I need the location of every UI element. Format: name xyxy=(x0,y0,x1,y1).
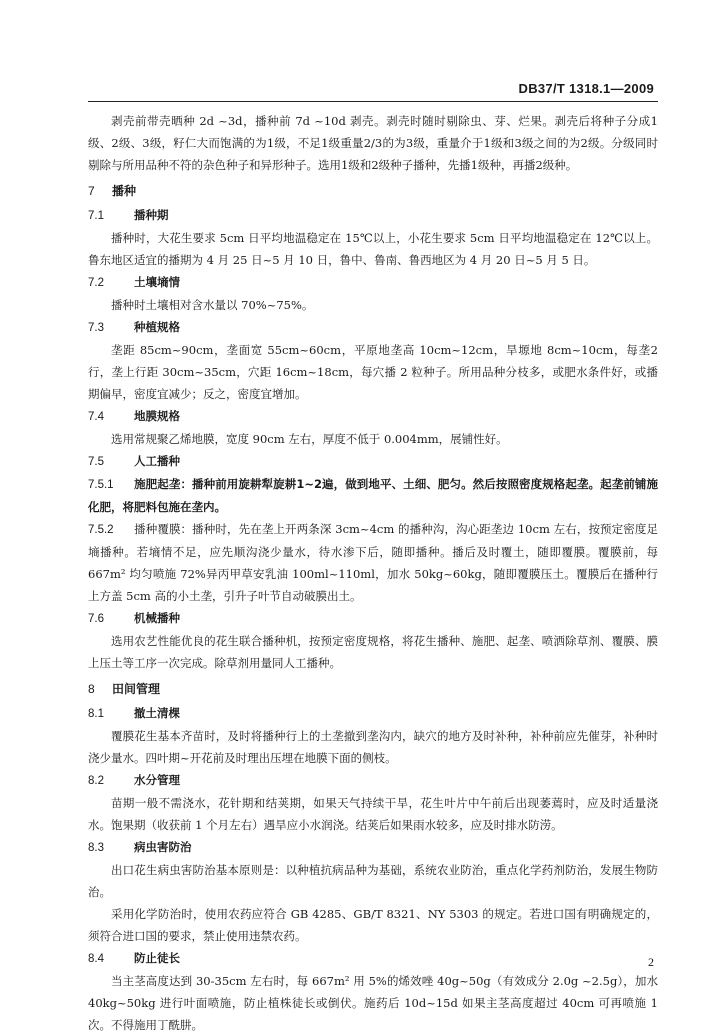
section-7-heading xyxy=(88,180,658,202)
mulch-film-paragraph: 选用常规聚乙烯地膜，宽度 90cm 左右，厚度不低于 0.004mm，展铺性好。 xyxy=(111,432,508,446)
section-number: 8.2 xyxy=(88,775,104,787)
section-title: 防止徒长 xyxy=(134,951,180,965)
clause-7-5-1 xyxy=(88,473,658,518)
clause-lead: 播种覆膜： xyxy=(134,522,193,536)
clearing-paragraph: 覆膜花生基本齐苗时，及时将播种行上的土垄撤到垄沟内，缺穴的地方及时补种，补种前应先催芽，补种时浇少量水。四叶期~开花前及时理出压埋在地膜下面的侧枝。 xyxy=(88,729,658,765)
section-8-4-heading xyxy=(88,947,658,970)
section-number: 8.1 xyxy=(88,708,104,720)
header-rule xyxy=(88,101,658,102)
section-7-4-heading xyxy=(88,405,658,428)
section-8-heading xyxy=(88,678,658,700)
section-7-2-heading xyxy=(88,271,658,294)
section-number: 7.4 xyxy=(88,411,104,423)
clause-number: 7.5.1 xyxy=(88,479,114,491)
seed-grading-paragraph: 剥壳前带壳晒种 2d ~3d，播种前 7d ~10d 剥壳。剥壳时随时剔除虫、芽、烂果。剥壳后将种子分成1级、2级、3级，籽仁大而饱满的为1级，不足1级重量2/3的为3级，重量介于1级和3级之间的为2级。分级同时剔除与所用品种不符的杂色种子和异形种子。选用1级和2级种子播种，先播1级种，再播2级种。 xyxy=(88,114,658,172)
section-8-3-heading xyxy=(88,836,658,859)
section-number: 7 xyxy=(88,184,95,198)
section-number: 8.4 xyxy=(88,953,104,965)
section-title: 土壤墒情 xyxy=(134,275,180,289)
section-title: 水分管理 xyxy=(134,773,180,787)
section-title: 机械播种 xyxy=(134,611,180,625)
section-number: 7.6 xyxy=(88,613,104,625)
standard-code-header: DB37/T 1318.1—2009 xyxy=(518,81,654,96)
clause-number: 7.5.2 xyxy=(88,524,114,536)
clause-text: 播种前用旋耕犁旋耕1~2遍，做到地平、土细、肥匀。然后按照密度规格起垄。起垄前铺施化肥，将肥料包施在垄内。 xyxy=(88,477,658,514)
section-title: 播种 xyxy=(112,184,137,198)
planting-spec-paragraph: 垄距 85cm~90cm，垄面宽 55cm~60cm，平原地垄高 10cm~12cm，旱塬地 8cm~10cm，每垄2行，垄上行距 30cm~35cm，穴距 16cm~18cm，每穴播 2 粒种子。所用品种分枝多，或肥水条件好，或播期偏早，密度宜减少；反之，密度宜增加。 xyxy=(88,343,658,401)
section-7-3-heading xyxy=(88,316,658,339)
section-title: 田间管理 xyxy=(112,682,161,696)
section-title: 撤土清棵 xyxy=(134,706,180,720)
section-7-6-heading xyxy=(88,607,658,630)
soil-moisture-paragraph: 播种时土壤相对含水量以 70%~75%。 xyxy=(111,298,314,312)
machine-sowing-paragraph: 选用农艺性能优良的花生联合播种机，按预定密度规格，将花生播种、施肥、起垄、喷洒除草剂、覆膜、膜上压土等工序一次完成。除草剂用量同人工播种。 xyxy=(88,634,658,670)
section-number: 7.5 xyxy=(88,456,104,468)
water-management-paragraph: 苗期一般不需浇水，花针期和结荚期，如果天气持续干旱，花生叶片中午前后出现萎蔫时，应及时适量浇水。饱果期（收获前 1 个月左右）遇旱应小水润浇。结荚后如果雨水较多，应及时排水防涝。 xyxy=(88,796,658,832)
section-number: 7.2 xyxy=(88,277,104,289)
pest-control-paragraph-2: 采用化学防治时，使用农药应符合 GB 4285、GB/T 8321、NY 5303 的规定。若进口国有明确规定的，须符合进口国的要求，禁止使用违禁农药。 xyxy=(88,907,658,943)
clause-text: 播种时，先在垄上开两条深 3cm~4cm 的播种沟，沟心距垄边 10cm 左右，按预定密度足墒播种。若墒情不足，应先顺沟浇少量水，待水渗下后，随即播种。播后及时覆土，随即覆膜。覆膜前，每 667m² 均匀喷施 72%异丙甲草安乳油 100ml~110ml，加水 50kg~60kg，随即覆膜压土。覆膜后在播种行上方盖 5cm 高的小土垄，引升子叶节自动破膜出土。 xyxy=(88,522,659,603)
page-number: 2 xyxy=(648,955,654,969)
sowing-period-paragraph: 播种时，大花生要求 5cm 日平均地温稳定在 15℃以上，小花生要求 5cm 日平均地温稳定在 12℃以上。鲁东地区适宜的播期为 4 月 25 日~5 月 10 日，鲁中、鲁南、鲁西地区为 4 月 20 日~5 月 5 日。 xyxy=(88,231,658,267)
pest-control-paragraph-1: 出口花生病虫害防治基本原则是：以种植抗病品种为基础，系统农业防治，重点化学药剂防治，发展生物防治。 xyxy=(88,863,658,899)
section-title: 人工播种 xyxy=(134,454,180,468)
section-7-1-heading xyxy=(88,204,658,227)
section-title: 种植规格 xyxy=(134,320,180,334)
section-8-2-heading xyxy=(88,769,658,792)
section-title: 播种期 xyxy=(134,208,169,222)
section-number: 8.3 xyxy=(88,842,104,854)
section-number: 8 xyxy=(88,682,95,696)
section-8-1-heading xyxy=(88,702,658,725)
section-title: 地膜规格 xyxy=(134,409,180,423)
section-number: 7.3 xyxy=(88,322,104,334)
section-number: 7.1 xyxy=(88,210,104,222)
section-title: 病虫害防治 xyxy=(134,840,192,854)
clause-lead: 施肥起垄： xyxy=(134,477,193,491)
section-7-5-heading xyxy=(88,450,658,473)
clause-7-5-2 xyxy=(88,518,658,607)
document-body xyxy=(88,110,658,1036)
growth-control-paragraph: 当主茎高度达到 30-35cm 左右时，每 667m² 用 5%的烯效唑 40g~50g（有效成分 2.0g ~2.5g），加水 40kg~50kg 进行叶面喷施，防止植株徒长或倒伏。施药后 10d~15d 如果主茎高度超过 40cm 可再喷施 1 次。不得施用丁酰肼。 xyxy=(88,974,658,1032)
